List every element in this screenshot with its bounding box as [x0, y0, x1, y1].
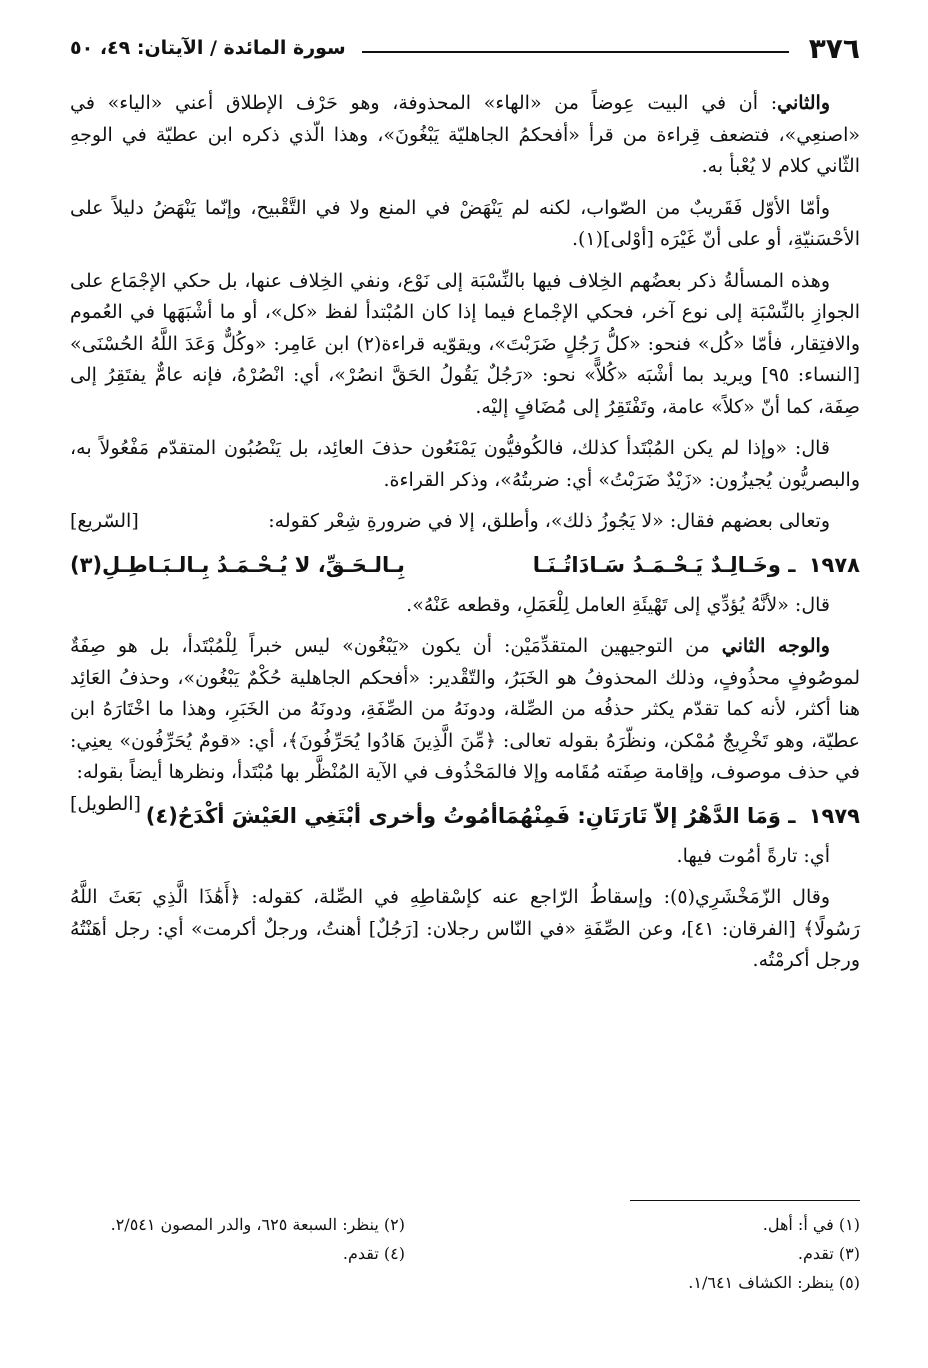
- verse-hemistich-text: وخَـالِـدٌ يَـحْـمَـدُ سَـادَاتُـنَـا: [532, 552, 781, 577]
- main-text: [70, 88, 860, 987]
- paragraph: [70, 193, 860, 256]
- paragraph-text: قال: «لأنَّهُ يُؤدِّي إلى تَهْيئَةِ العامل لِلْعَمَلِ، وقطعه عَنْهُ».: [406, 593, 830, 616]
- verse-hemistich-text: وَمَا الدَّهْرُ إلاّ تَارَتَانِ: فَمِنْهُمَا: [497, 803, 781, 828]
- paragraph-lead: والوجه الثاني: [721, 635, 830, 657]
- footnote: (٥) ينظر: الكشاف ١/٦٤١.: [688, 1273, 860, 1292]
- paragraph: [70, 506, 860, 538]
- footnote-separator: [630, 1200, 860, 1201]
- paragraph: [70, 841, 860, 873]
- paragraph: [70, 590, 860, 622]
- verse-first-hemistich: ١٩٧٨ ـ وخَـالِـدٌ يَـحْـمَـدُ سَـادَاتُـنَـا: [532, 552, 860, 577]
- paragraph-text: من التوجيهين المتقدِّمَيْن: أن يكون «يَبْغُون» ليس خبراً لِلْمُبْتَدأ، بل هو صِفَةٌ لموصُوفٍ محذُوفٍ، وذلك المحذوفُ هو الخَبَرُ، والتّقْدير: «أفحكم الجاهلية حُكْمٌ يَبْغُون»، وحذفُ العَائِد هنا أكثر، لأنه كما تقدّم يكثر حذفُه من الصِّلة، ودونَهُ من الصِّفَةِ، ودونَهُ من الخَبَرِ، وهذا ما اخْتَارَهُ ابن عطيّة، وهو تَخْرِيجٌ مُمْكن، ونظّرَهُ بقوله تعالى: ﴿مِّنَ الَّذِينَ هَادُوا يُحَرِّفُونَ﴾، أي: «قومٌ يُحَرِّفُون» يعنِي: في حذف موصوف، وإقامة صِفَته مُقَامه وإلا فالمَحْذُوف في الآية المُنْظَّر بها مُبْتَدأ، ونظرها أيضاً بقوله:: [70, 635, 860, 783]
- paragraph-text: أي: تارةً أمُوت فيها.: [676, 844, 830, 867]
- running-title: سورة المائدة / الآيتان: ٤٩، ٥٠: [70, 37, 346, 59]
- verse-number: ١٩٧٨: [808, 552, 860, 577]
- verse-line: [145, 799, 860, 833]
- paragraph: [70, 882, 860, 977]
- book-page: [70, 30, 860, 1340]
- paragraph: [70, 266, 860, 424]
- footnote: (١) في أ: أهل.: [762, 1215, 860, 1234]
- page-header: [70, 30, 860, 66]
- paragraph: [70, 631, 860, 815]
- paragraph-text: وقال الزّمَخْشَرِي(٥): وإسقاطُ الرّاجع عنه كإسْقاطِهِ في الصِّلة، كقوله: ﴿أَهَٰذَا الَّذِي بَعَثَ اللَّهُ رَسُولًا﴾ [الفرقان: ٤١]، وعن الصِّفَةِ «في النّاس رجلان: [رَجُلٌ] أهنتُ، ورجلٌ أكرمت» أي: رجل أهَنْتُهُ ورجل أكرمْتُه.: [70, 886, 861, 971]
- footnotes: [70, 1210, 860, 1297]
- footnote-row: [70, 1239, 860, 1268]
- verse-number: ١٩٧٩: [808, 803, 860, 828]
- paragraph: [70, 88, 860, 183]
- footnote: (٣) تقدم.: [797, 1244, 860, 1263]
- footnote-row: [70, 1210, 860, 1239]
- verse-second-hemistich: أمُوتُ وأخرى أبْتَغِي العَيْشَ أكْدَحُ(٤): [145, 803, 498, 828]
- paragraph-text: : أن في البيت عِوضاً من «الهاء» المحذوفة، وهو حَرْف الإطلاق أعني «الياء» في «اصنعِي»، فتضعف قِراءة من قرأ «أفحكمُ الجاهليّة يَبْغُونَ»، وهذا الّذي ذكره ابن عطيّة في الوجهِ الثّاني كلام لا يُعْبأ به.: [70, 92, 860, 177]
- paragraph-text: وأمّا الأوّل فَقَريبٌ من الصّواب، لكنه لم يَنْهَضْ في المنع ولا في التَّقْبيح، وإنّما يَنْهَضُ دليلاً على الأحْسَنيّةِ، أو على أنّ غَيْرَه [أوْلى](١).: [70, 196, 860, 250]
- paragraph-text: وتعالى بعضهم فقال: «لا يَجُوزُ ذلك»، وأطلق، إلا في ضرورةِ شِعْر كقوله:: [268, 510, 830, 532]
- verse-first-hemistich: ١٩٧٩ ـ وَمَا الدَّهْرُ إلاّ تَارَتَانِ: فَمِنْهُمَا: [497, 803, 860, 828]
- footnote: [70, 1268, 465, 1297]
- paragraph-text: وهذه المسألةُ ذكر بعضُهم الخِلاف فيها بالنِّسْبَة إلى نَوْع، ونفي الخِلاف عنها، بل حكي الإجْمَاع على الجوازِ بالنِّسْبَة إلى نوع آخر، فحكي الإجْماع فيما إذا كان المُبْتدأ لفظ «كل»، أو ما أشْبَهَها في العُموم والافتِقار، فأمّا «كُل» فنحو: «كلُّ رَجُلٍ ضَرَبْتَ»، ويقوّيه قراءة(٢) ابن عَامِر: «وكُلٌّ وَعَدَ اللَّهُ الحُسْنَى» [النساء: ٩٥] ويريد بما أشْبَه «كُلاًّ» نحو: «رَجُلٌ يَقُولُ الحَقَّ انصُرْ»، أي: انْصُرْهُ، فإنه عامٌّ يفتَقِرُ إلى صِفَة، كما أنّ «كلاً» عامة، وتَفْتَقِرُ إلى مُضَافٍ إليْه.: [70, 269, 860, 418]
- footnote: (٢) ينظر: السبعة ٦٢٥، والدر المصون ٢/٥٤١.: [110, 1215, 405, 1234]
- paragraph-text: قال: «وإذا لم يكن المُبْتَدأ كذلك، فالكُوفيُّون يَمْنَعُون حذفَ العائِد، بل يَنْصُبُون المتقدّم مَفْعُولاً به، والبصريُّون يُجيزُون: «زَيْدٌ ضَرَبْتُ» أي: ضربتُهُ»، وذكر القراءة.: [70, 437, 860, 491]
- poetic-meter-label: [الطويل]: [70, 792, 141, 815]
- header-rule: [362, 51, 789, 53]
- verse-line: [70, 548, 860, 582]
- page-number: ٣٧٦: [808, 31, 860, 65]
- verse-second-hemistich: بِـالـحَـقِّ، لا يُـحْـمَـدُ بِـالـبَـاطِـلِ(٣): [70, 552, 405, 577]
- footnote: (٤) تقدم.: [342, 1244, 405, 1263]
- poetic-meter-label: [السّريع]: [70, 510, 139, 532]
- footnote-row: [70, 1268, 860, 1297]
- paragraph-lead: والثاني: [777, 92, 831, 114]
- paragraph: [70, 433, 860, 496]
